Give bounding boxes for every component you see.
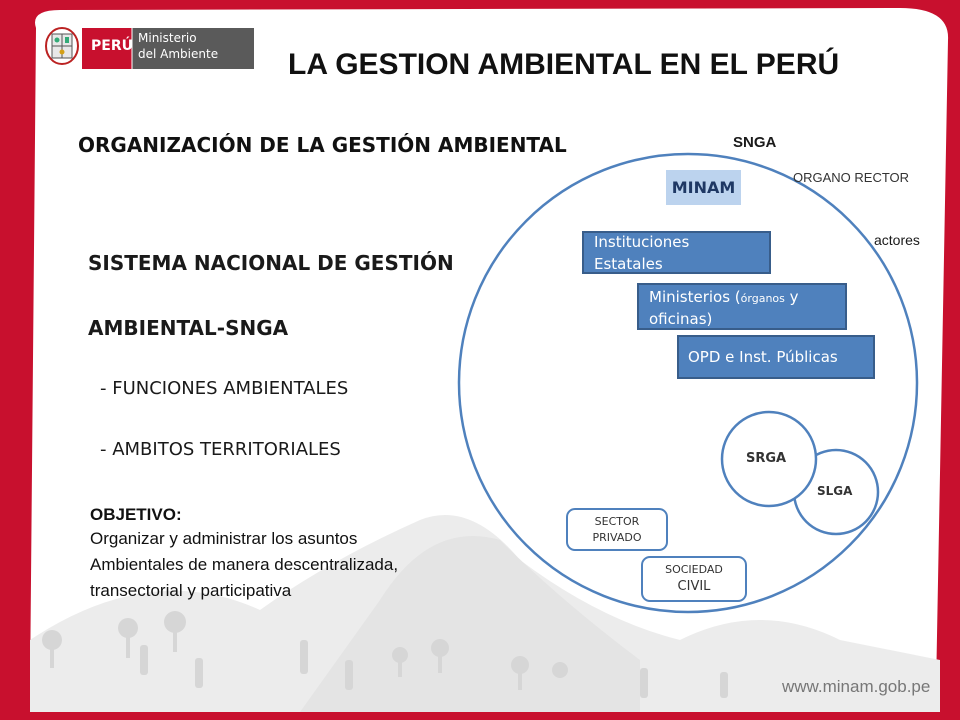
ministerios-box (637, 283, 847, 330)
box-line: oficinas) (649, 310, 713, 328)
box-line: SECTOR (594, 515, 640, 528)
function-item-1: - FUNCIONES AMBIENTALES (100, 378, 349, 399)
slga-label: SLGA (817, 484, 853, 498)
box-line: SOCIEDAD (665, 563, 723, 576)
box-line: PRIVADO (592, 531, 642, 544)
box2-end: y (784, 288, 799, 306)
box-line: Instituciones (594, 233, 690, 251)
logo-ministry-line1: Ministerio (138, 31, 197, 45)
system-name-line1: SISTEMA NACIONAL DE GESTIÓN (88, 251, 454, 275)
objective-label: OBJETIVO: (90, 505, 182, 524)
srga-label: SRGA (746, 451, 787, 466)
box-line: CIVIL (677, 579, 711, 594)
objective-line: Organizar y administrar los asuntos (90, 529, 358, 548)
objective-line: Ambientales de manera descentralizada, (90, 555, 399, 574)
section-subtitle: ORGANIZACIÓN DE LA GESTIÓN AMBIENTAL (78, 133, 567, 157)
logo-ministry-line2: del Ambiente (138, 47, 219, 61)
minam-box: MINAM (666, 170, 741, 205)
objective-line: transectorial y participativa (90, 581, 292, 600)
system-name-line2: AMBIENTAL-SNGA (88, 316, 289, 340)
coat-of-arms-icon (46, 28, 78, 64)
organo-rector-label: ORGANO RECTOR (793, 170, 910, 185)
instituciones-estatales-box (582, 231, 771, 274)
footer-url[interactable]: www.minam.gob.pe (782, 677, 931, 696)
logo-country: PERÚ (91, 38, 133, 54)
box-line (649, 286, 799, 310)
slide-title: LA GESTION AMBIENTAL EN EL PERÚ (288, 48, 840, 81)
box2-small: órganos (740, 292, 785, 305)
box-line: Estatales (594, 255, 663, 273)
snga-label: SNGA (733, 134, 777, 151)
opd-box: OPD e Inst. Públicas (677, 335, 875, 379)
actores-label: actores (874, 232, 920, 248)
sector-privado-box (566, 508, 668, 551)
sociedad-civil-box (641, 556, 747, 602)
box2-text: Ministerios ( (649, 288, 741, 306)
function-item-2: - AMBITOS TERRITORIALES (100, 439, 341, 460)
